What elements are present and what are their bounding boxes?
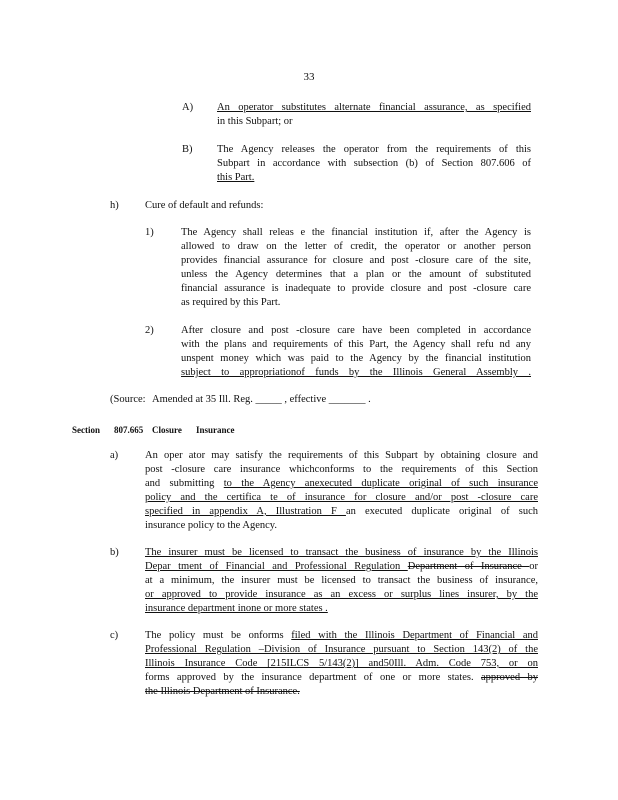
item-b-line: [145, 546, 538, 560]
item-label-B: B): [182, 144, 193, 155]
item-h1-text: [181, 226, 531, 310]
item-A-line: in this Subpart; or: [217, 116, 293, 127]
source-text: Amended at 35 Ill. Reg. _____ , effective _______ .: [152, 394, 371, 405]
item-label-h2: 2): [145, 325, 154, 336]
item-c-segment-deleted: the Illinois Department of Insurance.: [145, 686, 300, 697]
item-b-segment-inserted: or approved to provide insurance as an excess or surplus lines insurer, by the: [145, 589, 538, 600]
item-c-segment-deleted: approved by: [481, 672, 538, 683]
item-A-line: An operator substitutes alternate financial assurance, as specified: [217, 102, 531, 113]
item-a-segment-inserted: policy and the certifica te of insurance for closure and/or post -closure care: [145, 492, 538, 503]
item-a-line: [145, 491, 538, 505]
item-label-h: h): [110, 200, 119, 211]
item-a-segment: An oper ator may satisfy the requirements of this Subpart by obtaining closure and: [145, 450, 538, 461]
item-label-A: A): [182, 102, 194, 113]
item-a-segment: post -closure care insurance whichconforms to the requirements of this Section: [145, 464, 538, 475]
item-h1-line: provides financial assurance for closure and post -closure care of the site,: [181, 255, 531, 266]
item-b-line: [145, 602, 538, 616]
item-label-a: a): [110, 450, 119, 461]
item-a-line: [145, 449, 538, 463]
item-h1-line: financial assurance is inadequate to provide closure and post -closure care: [181, 283, 531, 294]
item-b-line: [145, 560, 538, 574]
item-h2-line: After closure and post -closure care have been completed in accordance: [181, 325, 531, 336]
item-c-segment-inserted: Illinois Insurance Code [215ILCS 5/143(2)] and50Ill. Adm. Code 753, or on: [145, 658, 538, 669]
item-A-text: [217, 101, 531, 129]
item-a-line: [145, 519, 538, 533]
item-h1-line: as required by this Part.: [181, 297, 281, 308]
item-c-segment: forms approved by the insurance department of one or more states.: [145, 672, 482, 683]
item-b-segment-deleted: Department of Insurance: [407, 561, 530, 572]
item-label-c: c): [110, 630, 119, 641]
item-B-line: this Part.: [217, 172, 255, 183]
item-c-line: [145, 685, 538, 699]
item-c-text: [145, 629, 538, 699]
item-label-h1: 1): [145, 227, 154, 238]
item-b-segment-inserted: The insurer must be licensed to transact the business of insurance by the Illinois: [145, 547, 538, 558]
item-c-line: [145, 643, 538, 657]
item-label-b: b): [110, 547, 119, 558]
item-b-line: [145, 588, 538, 602]
section-number: 807.665: [114, 425, 144, 435]
item-a-segment: insurance policy to the Agency.: [145, 520, 277, 531]
item-h-heading: Cure of default and refunds:: [145, 200, 264, 211]
section-word: Section: [72, 425, 100, 435]
item-h1-line: The Agency shall releas e the financial institution if, after the Agency is: [181, 227, 531, 238]
item-a-segment-inserted: specified in appendix A, Illustration F: [145, 506, 346, 517]
item-b-line: [145, 574, 538, 588]
item-a-segment: and submitting: [145, 478, 224, 489]
item-a-segment-inserted: to the Agency anexecuted duplicate original of such insurance: [223, 478, 538, 489]
item-b-segment: or: [529, 561, 538, 572]
item-c-segment: The policy must be onforms: [145, 630, 292, 641]
item-c-line: [145, 657, 538, 671]
source-prefix: (Source:: [110, 394, 146, 405]
section-title-b: Insurance: [196, 425, 235, 435]
page-number: 33: [303, 71, 315, 83]
item-a-text: [145, 449, 538, 533]
item-h1-line: allowed to draw on the letter of credit, the operator or another person: [181, 241, 531, 252]
item-a-line: [145, 463, 538, 477]
item-c-line: [145, 629, 538, 643]
item-c-line: [145, 671, 538, 685]
item-c-segment-inserted: filed with the Illinois Department of Financial and: [291, 630, 538, 641]
item-b-segment: at a minimum, the insurer must be licensed to transact the business of insurance,: [145, 575, 538, 586]
item-h2-text: [181, 324, 531, 380]
item-B-line: The Agency releases the operator from the requirements of this: [217, 144, 531, 155]
item-B-line: Subpart in accordance with subsection (b) of Section 807.606 of: [217, 158, 531, 169]
item-a-line: [145, 477, 538, 491]
item-b-text: [145, 546, 538, 616]
item-b-segment-inserted: Depar tment of Financial and Professional Regulation: [145, 561, 408, 572]
item-a-line: [145, 505, 538, 519]
item-h1-line: unless the Agency determines that a plan or the amount of substituted: [181, 269, 531, 280]
section-title-a: Closure: [152, 425, 182, 435]
item-h2-line: with the plans and requirements of this Part, the Agency shall refu nd any: [181, 339, 531, 350]
item-c-segment-inserted: Professional Regulation –Division of Insurance pursuant to Section 143(2) of the: [145, 644, 538, 655]
item-B-text: [217, 143, 531, 185]
item-h2-line: subject to appropriationof funds by the Illinois General Assembly .: [181, 367, 531, 378]
item-h2-line: unspent money which was paid to the Agency by the financial institution: [181, 353, 531, 364]
item-a-segment: an executed duplicate original of such: [345, 506, 538, 517]
item-b-segment-inserted: insurance department inone or more states .: [145, 603, 328, 614]
